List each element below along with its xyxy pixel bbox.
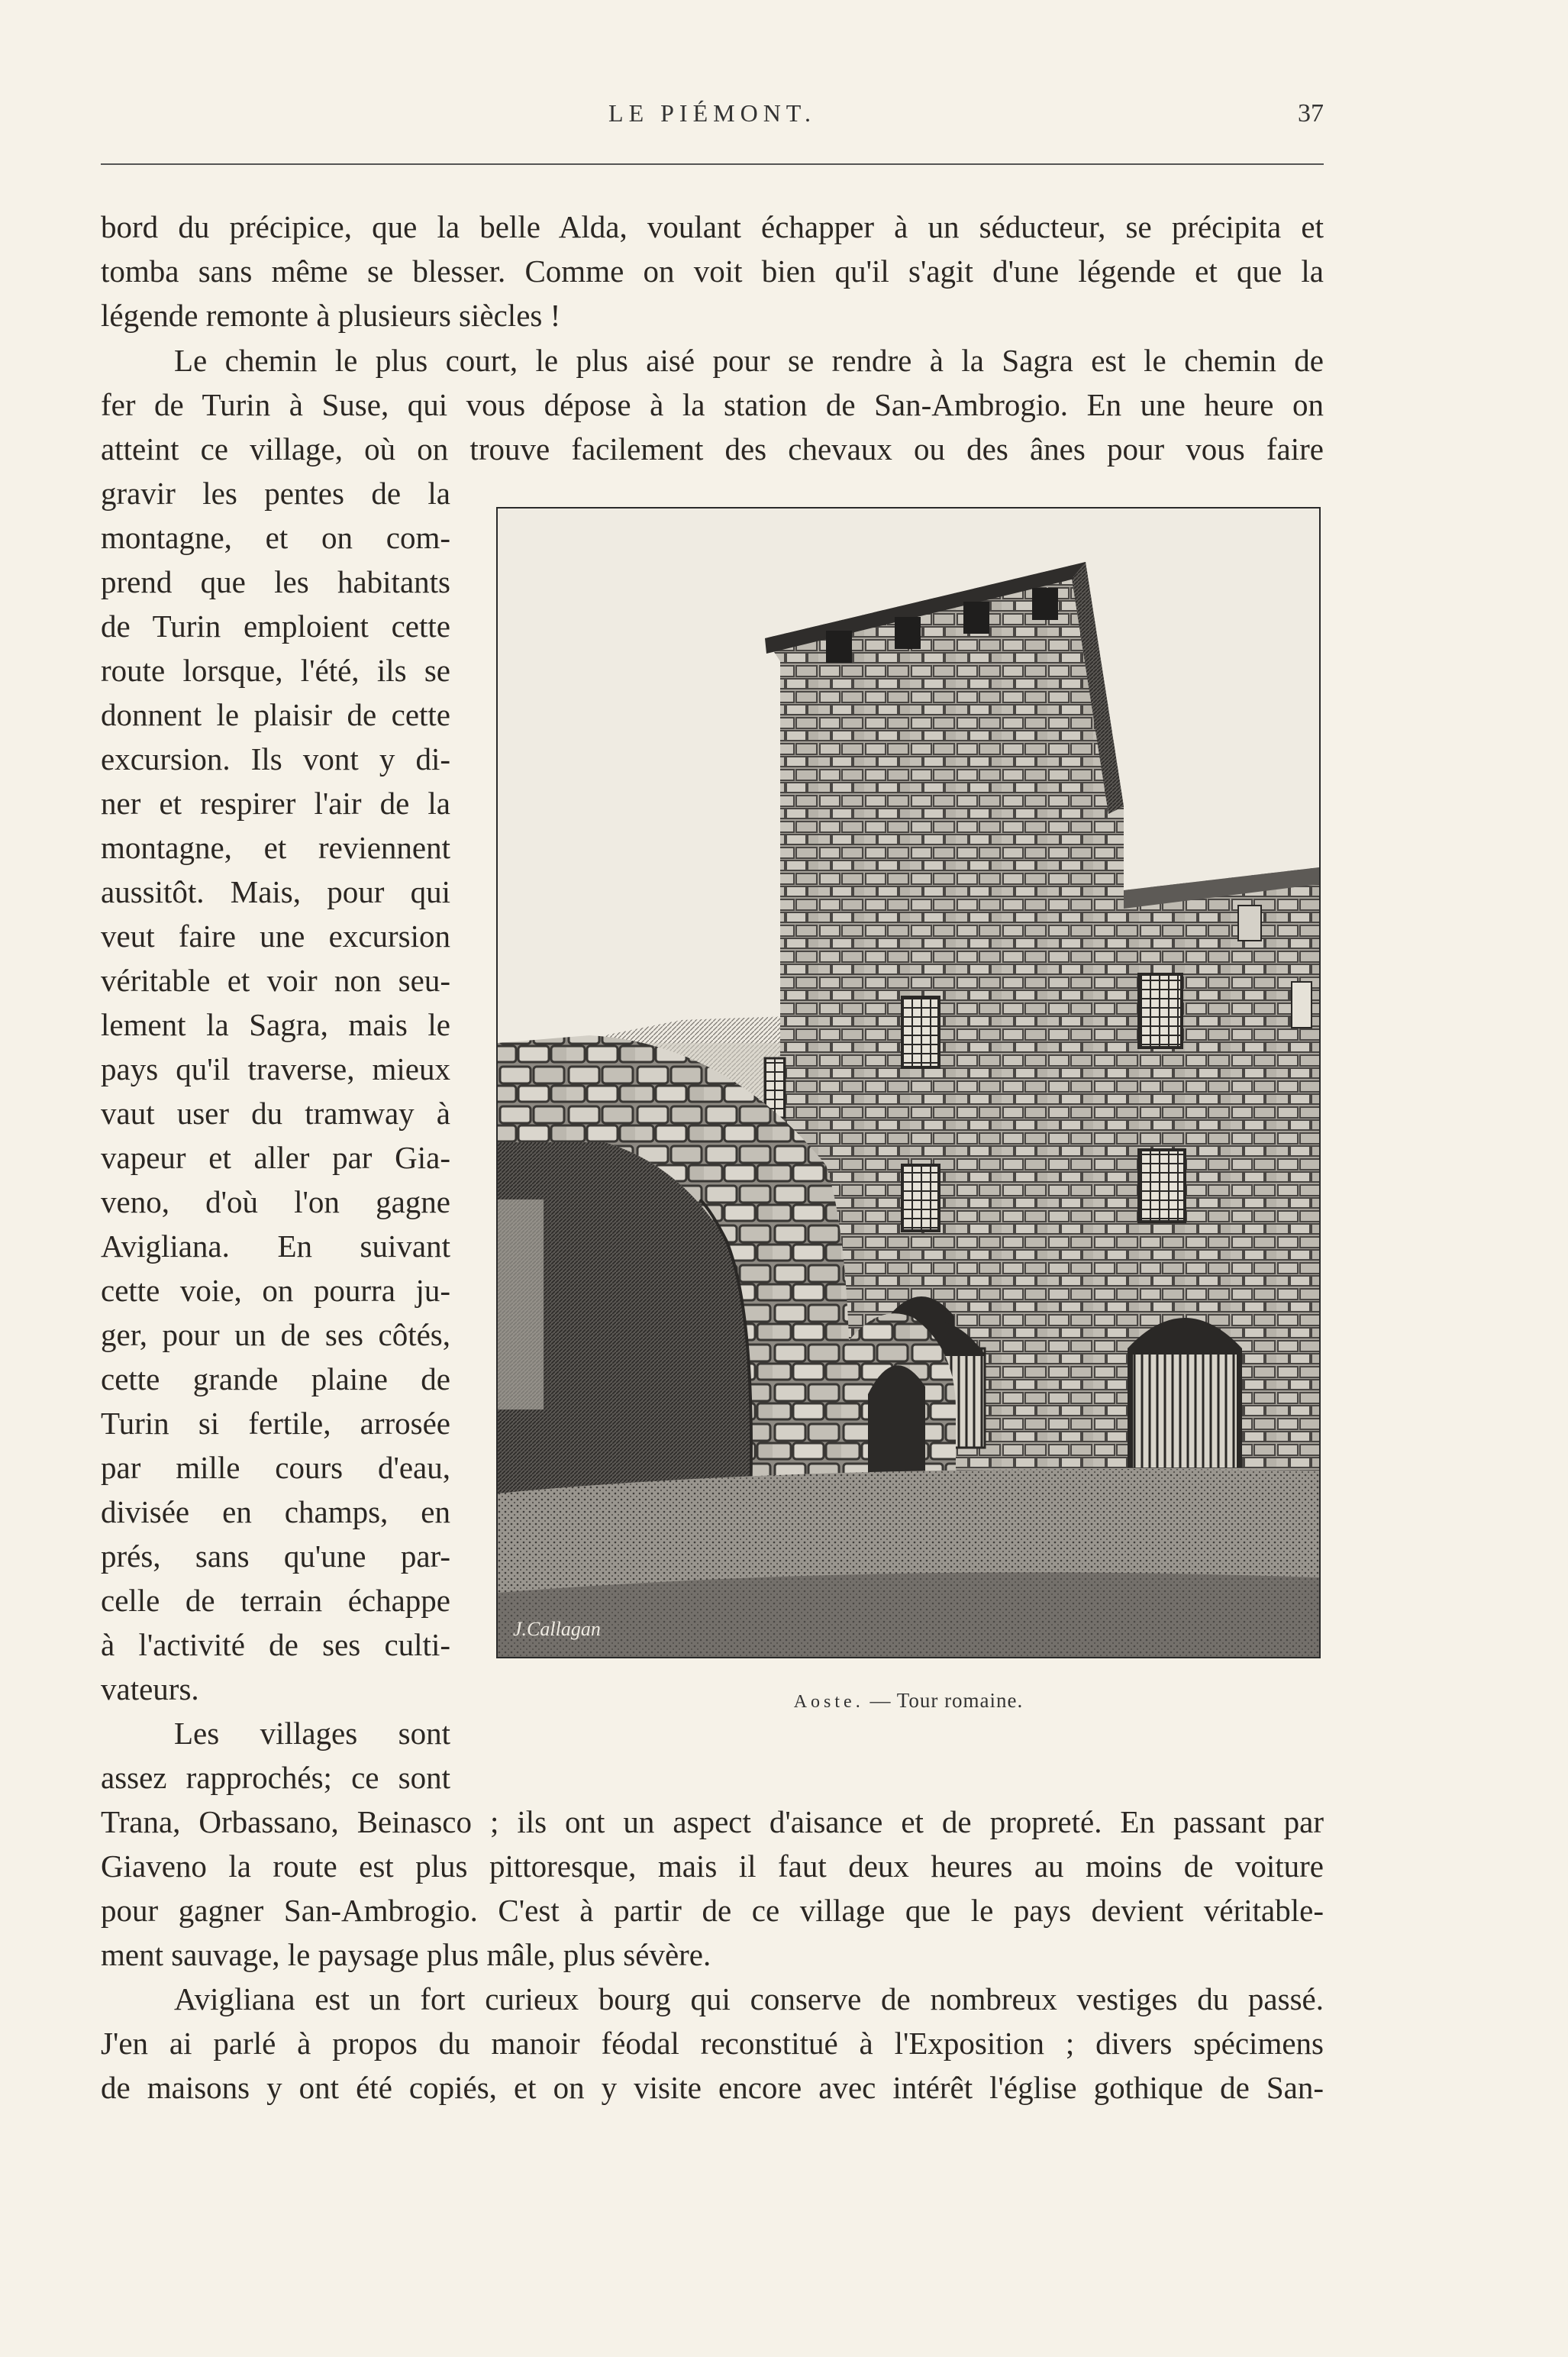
text-line: véritable et voir non seu- xyxy=(101,963,450,998)
text-line: atteint ce village, où on trouve facilement des chevaux ou des ânes pour vous faire xyxy=(101,431,1324,467)
figure-caption xyxy=(496,1689,1321,1713)
text-line: J'en ai parlé à propos du manoir féodal reconstitué à l'Exposition ; divers spécimens xyxy=(101,2026,1324,2061)
text-line: Avigliana est un fort curieux bourg qui conserve de nombreux vestiges du passé. xyxy=(174,1981,1324,2016)
running-head xyxy=(101,93,1324,139)
text-line: vaut user du tramway à xyxy=(101,1096,450,1131)
text-line: assez rapprochés; ce sont xyxy=(101,1760,450,1795)
text-line: veno, d'où l'on gagne xyxy=(101,1184,450,1219)
text-line: gravir les pentes de la xyxy=(101,476,450,511)
text-line: ment sauvage, le paysage plus mâle, plus sévère. xyxy=(101,1937,711,1972)
text-line: Turin si fertile, arrosée xyxy=(101,1406,450,1441)
text-line: donnent le plaisir de cette xyxy=(101,697,450,732)
text-line: Giaveno la route est plus pittoresque, mais il faut deux heures au moins de voiture xyxy=(101,1848,1324,1884)
header-rule xyxy=(101,163,1324,165)
text-line: à l'activité de ses culti- xyxy=(101,1627,450,1662)
text-line: vapeur et aller par Gia- xyxy=(101,1140,450,1175)
text-line: route lorsque, l'été, ils se xyxy=(101,653,450,688)
text-line: ner et respirer l'air de la xyxy=(101,786,450,821)
text-line: lement la Sagra, mais le xyxy=(101,1007,450,1042)
text-line: excursion. Ils vont y di- xyxy=(101,741,450,777)
caption-dash: — xyxy=(863,1689,897,1712)
text-line: divisée en champs, en xyxy=(101,1494,450,1529)
text-line: ger, pour un de ses côtés, xyxy=(101,1317,450,1352)
text-line: Les villages sont xyxy=(174,1716,450,1751)
text-line: prend que les habitants xyxy=(101,564,450,599)
text-line: de Turin emploient cette xyxy=(101,609,450,644)
text-line: Trana, Orbassano, Beinasco ; ils ont un aspect d'aisance et de propreté. En passant par xyxy=(101,1804,1324,1839)
text-line: montagne, et reviennent xyxy=(101,830,450,865)
text-line: prés, sans qu'une par- xyxy=(101,1539,450,1574)
caption-title: Tour romaine. xyxy=(896,1689,1024,1712)
text-line: Le chemin le plus court, le plus aisé pour se rendre à la Sagra est le chemin de xyxy=(174,343,1324,378)
text-line: Avigliana. En suivant xyxy=(101,1229,450,1264)
engraving-illustration xyxy=(498,509,1319,1657)
text-line: de maisons y ont été copiés, et on y visite encore avec intérêt l'église gothique de San- xyxy=(101,2070,1324,2105)
text-line: vateurs. xyxy=(101,1671,199,1706)
engraving-roman-tower xyxy=(496,507,1321,1658)
text-line: montagne, et on com- xyxy=(101,520,450,555)
text-line: veut faire une excursion xyxy=(101,919,450,954)
text-line: pour gagner San-Ambrogio. C'est à partir de ce village que le pays devient véritable- xyxy=(101,1893,1324,1928)
text-line: tomba sans même se blesser. Comme on voit bien qu'il s'agit d'une légende et que la xyxy=(101,253,1324,289)
page-number: 37 xyxy=(1298,99,1324,128)
text-line: légende remonte à plusieurs siècles ! xyxy=(101,298,561,333)
text-line: celle de terrain échappe xyxy=(101,1583,450,1618)
text-line: fer de Turin à Suse, qui vous dépose à la station de San-Ambrogio. En une heure on xyxy=(101,387,1324,422)
text-line: bord du précipice, que la belle Alda, voulant échapper à un séducteur, se précipita et xyxy=(101,209,1324,244)
caption-place: Aoste. xyxy=(793,1692,864,1712)
text-line: cette grande plaine de xyxy=(101,1361,450,1396)
text-line: pays qu'il traverse, mieux xyxy=(101,1051,450,1086)
text-line: aussitôt. Mais, pour qui xyxy=(101,874,450,909)
running-title: LE PIÉMONT. xyxy=(608,99,816,127)
engraver-signature: J.Callagan xyxy=(513,1618,601,1640)
text-line: cette voie, on pourra ju- xyxy=(101,1273,450,1308)
text-line: par mille cours d'eau, xyxy=(101,1450,450,1485)
